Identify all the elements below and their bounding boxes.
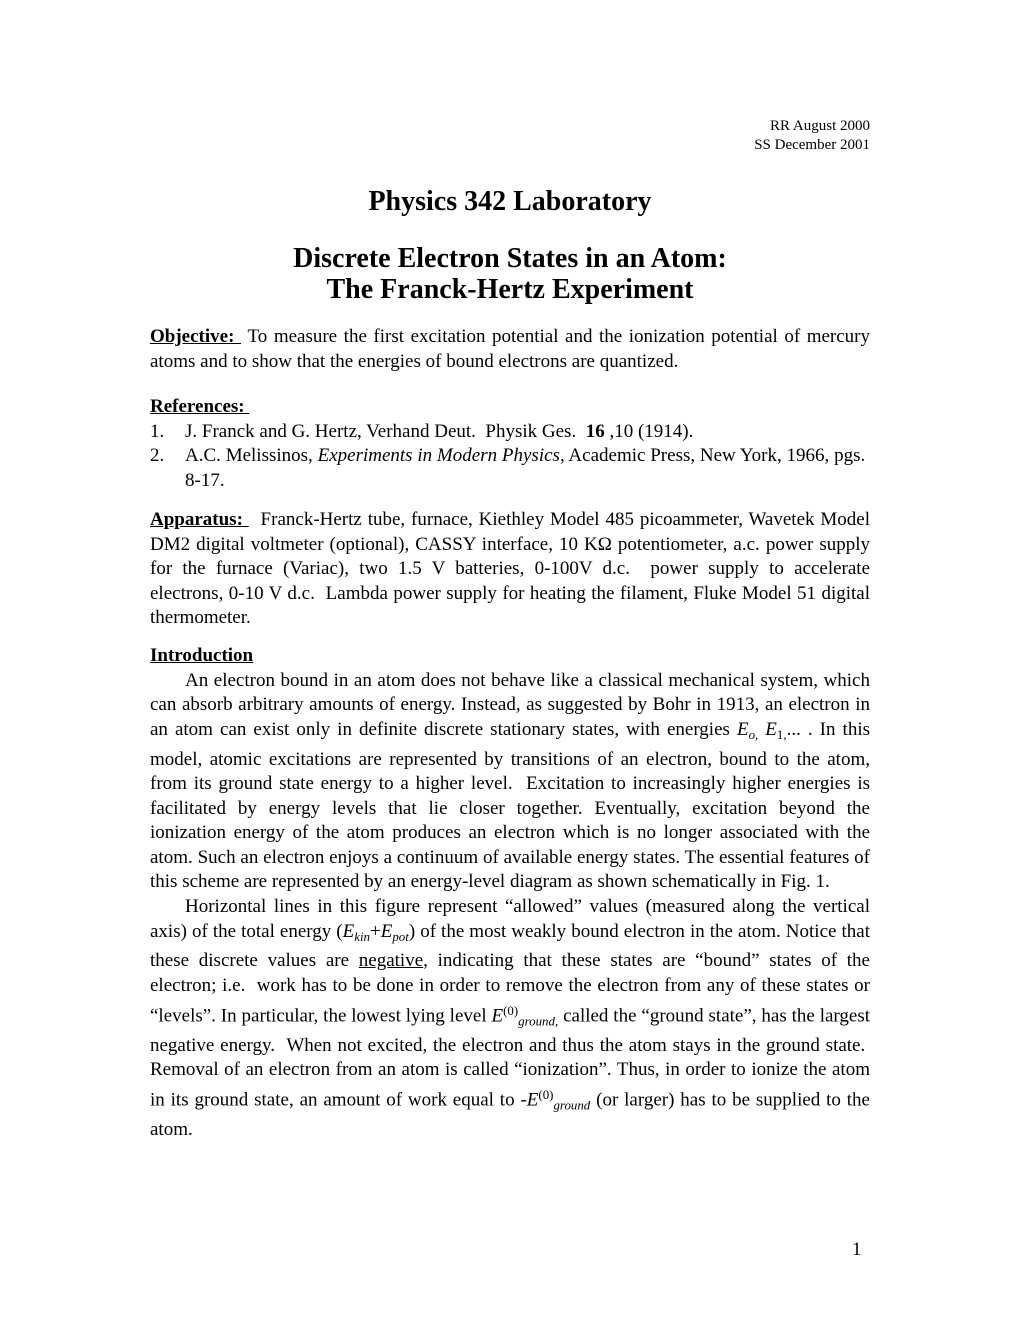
apparatus-label: Apparatus: [150, 509, 249, 530]
intro-paragraph-2: Horizontal lines in this figure represent “allowed” values (measured along the vertical axis) of the total energy $(E_{kin}+E_{pot})$ of the most weakly bound electron in the atom. Notice that these discrete values are negative, indicating that these states are “bound” states of the electron; i.e. work has to be done in order to remove the electron from any of these states or “levels”. In particular, the lowest lying level $E^{(0)}_{ground,}$ called the “ground state”, has the largest negative energy. When not excited, the electron and thus the atom stays in the ground state. Removal of an electron from an atom is called “ionization”. Thus, in order to ionize the atom in its ground state, an amount of work equal to $-E^{(0)}_{ground}$ (or larger) has to be supplied to the atom. [150, 896, 871, 1141]
reference-number: 2. [150, 445, 165, 467]
objective-paragraph [150, 325, 870, 374]
objective-body: To measure the first excitation potential and the ionization potential of mercury atoms and to show that the energies of bound electrons are quantized. [150, 326, 870, 372]
document-title: Physics 342 Laboratory [368, 186, 652, 217]
document-subtitle-line2: The Franck-Hertz Experiment [326, 274, 694, 305]
reference-number: 1. [150, 420, 165, 442]
references-section [150, 395, 870, 493]
references-label: References: [150, 396, 250, 417]
page-number: 1 [852, 1239, 862, 1260]
introduction-heading: Introduction [150, 645, 254, 666]
introduction-section [150, 644, 870, 1143]
document-subtitle-line1: Discrete Electron States in an Atom: [293, 243, 727, 274]
apparatus-paragraph [150, 508, 870, 631]
objective-section [150, 325, 870, 374]
revision-line-1: RR August 2000 [769, 118, 870, 134]
document-subtitle [0, 243, 1020, 305]
apparatus-body: Franck-Hertz tube, furnace, Kiethley Model 485 picoammeter, Wavetek Model DM2 digital voltmeter (optional), CASSY interface, 10 KΩ potentiometer, a.c. power supply for the furnace (Variac), two 1.5 V batteries, 0-100V d.c. power supply to accelerate electrons, 0-10 V d.c. Lambda power supply for heating the filament, Fluke Model 51 digital thermometer. [150, 509, 870, 629]
references-list [150, 420, 870, 494]
revision-line-2: SS December 2001 [754, 136, 870, 153]
reference-item [150, 444, 870, 493]
reference-text: J. Franck and G. Hertz, Verhand Deut. Physik Ges. 16 ,10 (1914). [185, 420, 694, 442]
revision-block [0, 117, 870, 154]
apparatus-section [150, 508, 870, 631]
intro-paragraph-1: An electron bound in an atom does not behave like a classical mechanical system, which can absorb arbitrary amounts of energy. Instead, as suggested by Bohr in 1913, an electron in an atom can exist only in definite discrete stationary states, with energies $E_{o,}$ $E_{1,}$... . In this model, atomic excitations are represented by transitions of an electron, bound to the atom, from its ground state energy to a higher level. Excitation to increasingly higher energies is facilitated by energy levels that lie closer together. Eventually, excitation beyond the ionization energy of the atom produces an electron which is no longer associated with the atom. Such an electron enjoys a continuum of available energy states. The essential features of this scheme are represented by an energy-level diagram as shown schematically in Fig. 1. [150, 669, 870, 893]
reference-text: A.C. Melissinos, Experiments in Modern Physics, Academic Press, New York, 1966, pgs. 8-17. [185, 445, 870, 491]
reference-item [150, 420, 870, 445]
objective-label: Objective: [150, 326, 241, 347]
